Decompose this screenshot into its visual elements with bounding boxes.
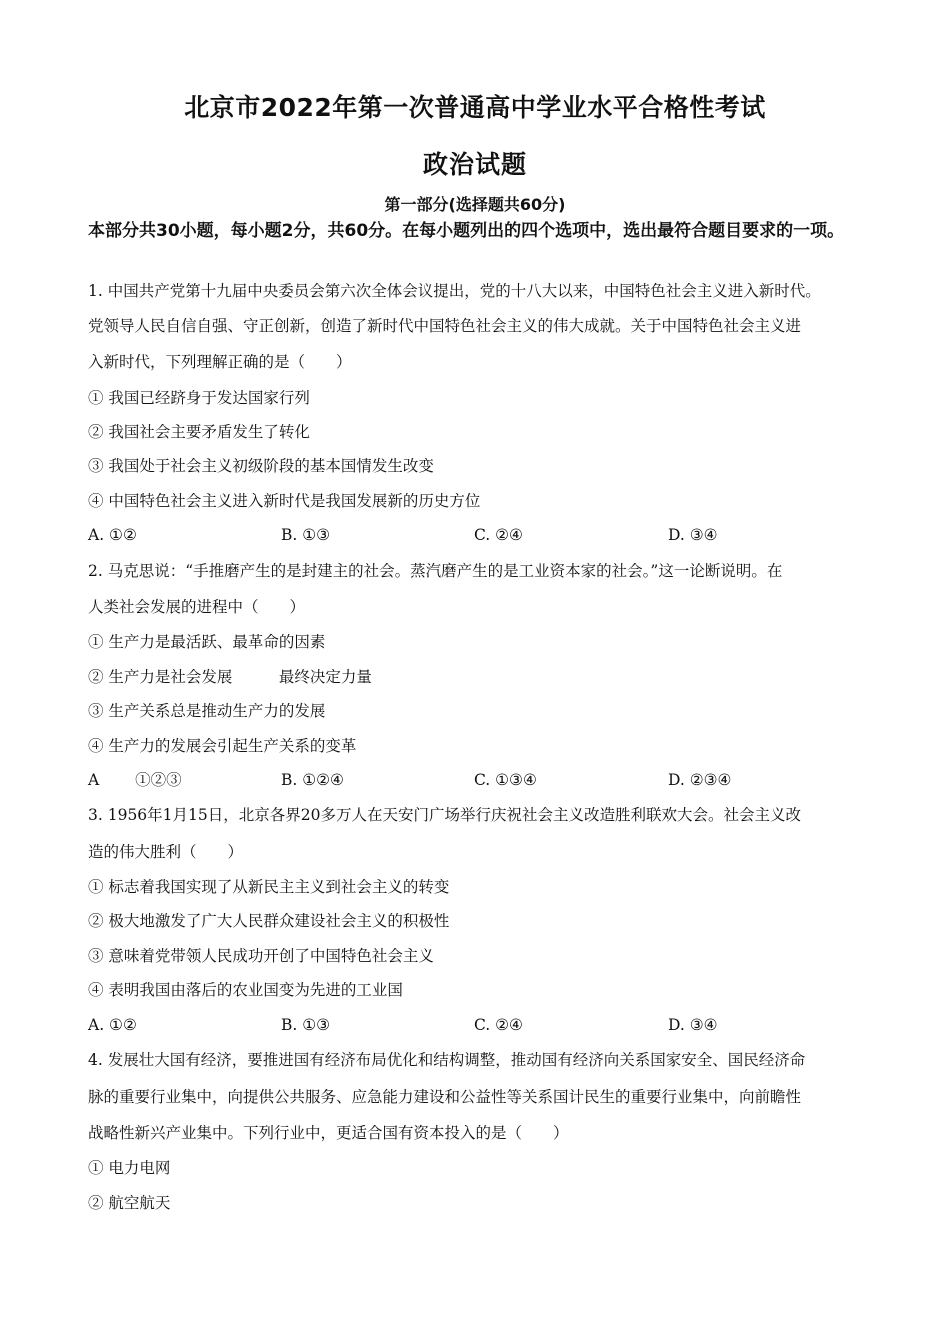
q4-stem-line: 战略性新兴产业集中。下列行业中，更适合国有资本投入的是（ ） [88,1124,569,1142]
q1-statement: ② 我国社会主要矛盾发生了转化 [88,423,310,441]
q1-option-a: A. ①② [88,526,137,544]
q1-option-b: B. ①③ [281,526,331,544]
q2-statement: ② 生产力是社会发展 最终决定力量 [88,668,372,686]
q3-option-d: D. ③④ [668,1016,718,1034]
q1-stem-line: 党领导人民自信自强、守正创新，创造了新时代中国特色社会主义的伟大成就。关于中国特色社会主义进 [88,317,802,335]
q2-option-a: A ①②③ [88,771,182,789]
q1-stem-line: 1. 中国共产党第十九届中央委员会第六次全体会议提出，党的十八大以来，中国特色社会主义进入新时代。 [88,282,821,300]
exam-title: 北京市2022年第一次普通高中学业水平合格性考试 [184,93,766,122]
q2-option-d: D. ②③④ [668,771,732,789]
q1-statement: ① 我国已经跻身于发达国家行列 [88,389,310,407]
q3-option-c: C. ②④ [474,1016,523,1034]
q3-statement: ① 标志着我国实现了从新民主主义到社会主义的转变 [88,878,450,896]
q4-statement: ① 电力电网 [88,1159,171,1177]
q2-statement: ③ 生产关系总是推动生产力的发展 [88,702,326,720]
q1-statement: ④ 中国特色社会主义进入新时代是我国发展新的历史方位 [88,492,481,510]
q1-option-d: D. ③④ [668,526,718,544]
q3-statement: ② 极大地激发了广大人民群众建设社会主义的积极性 [88,912,450,930]
q2-option-b: B. ①②④ [281,771,344,789]
subject-title: 政治试题 [422,150,527,179]
q3-statement: ③ 意味着党带领人民成功开创了中国特色社会主义 [88,947,434,965]
q2-stem-line: 2. 马克思说：“手推磨产生的是封建主的社会。蒸汽磨产生的是工业资本家的社会。”这一论断说明。在 [88,562,783,580]
q3-statement: ④ 表明我国由落后的农业国变为先进的工业国 [88,981,403,999]
part-heading: 第一部分(选择题共60分) [384,195,566,214]
q2-statement: ① 生产力是最活跃、最革命的因素 [88,633,326,651]
q1-stem-line: 入新时代，下列理解正确的是（ ） [88,353,352,371]
q3-option-a: A. ①② [88,1016,137,1034]
q1-option-c: C. ②④ [474,526,523,544]
q4-statement: ② 航空航天 [88,1194,171,1212]
instructions: 本部分共30小题，每小题2分，共60分。在每小题列出的四个选项中，选出最符合题目要求的一项。 [88,221,845,241]
q3-option-b: B. ①③ [281,1016,331,1034]
q4-stem-line: 脉的重要行业集中，向提供公共服务、应急能力建设和公益性等关系国计民生的重要行业集中，向前瞻性 [88,1088,802,1106]
q3-stem-line: 3. 1956年1月15日，北京各界20多万人在天安门广场举行庆祝社会主义改造胜利联欢大会。社会主义改 [88,806,801,824]
q2-statement: ④ 生产力的发展会引起生产关系的变革 [88,737,357,755]
q3-stem-line: 造的伟大胜利（ ） [88,843,244,861]
q2-stem-line: 人类社会发展的进程中（ ） [88,598,306,616]
q4-stem-line: 4. 发展壮大国有经济，要推进国有经济布局优化和结构调整，推动国有经济向关系国家安全、国民经济命 [88,1051,806,1069]
q1-statement: ③ 我国处于社会主义初级阶段的基本国情发生改变 [88,457,434,475]
q2-option-c: C. ①③④ [474,771,537,789]
